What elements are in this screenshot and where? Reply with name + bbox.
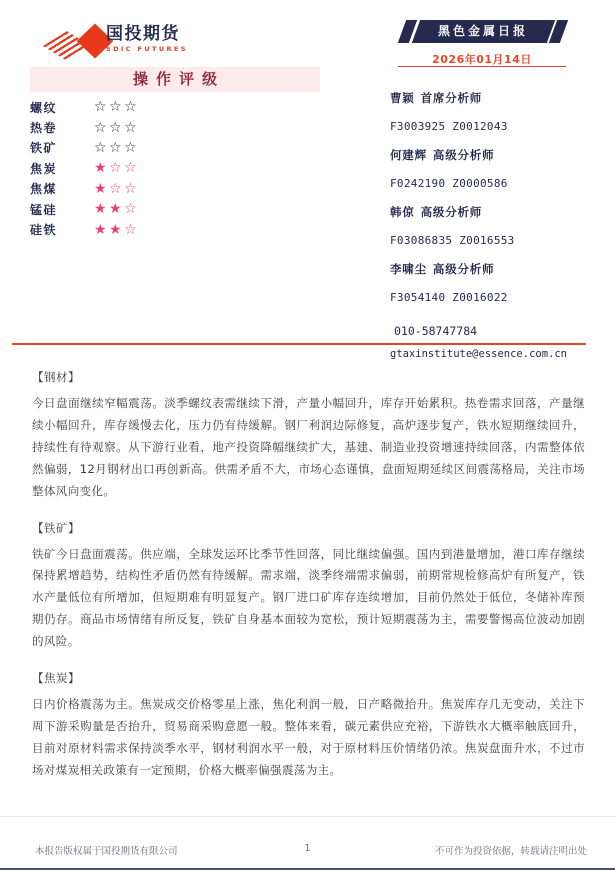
analyst-title: 高级分析师	[432, 262, 495, 276]
analyst-codes: F03086835 Z0016553	[390, 234, 515, 247]
section-header: 【焦炭】	[32, 671, 80, 686]
header-divider	[12, 343, 586, 345]
rating-label: 焦炭	[30, 161, 58, 176]
rating-stars: ☆☆☆	[94, 119, 140, 136]
date-underline	[398, 66, 566, 67]
analyst-title: 首席分析师	[420, 91, 483, 105]
analyst-codes: F3003925 Z0012043	[390, 120, 508, 133]
rating-row	[30, 179, 320, 199]
rating-stars: ★★☆	[94, 221, 140, 238]
page-number: 1	[304, 843, 311, 854]
analyst-name: 何建辉	[390, 148, 427, 162]
rating-label: 铁矿	[30, 141, 58, 156]
report-content	[32, 369, 585, 799]
section-body: 铁矿今日盘面震荡。供应端，全球发运环比季节性回落，同比继续偏强。国内到港量增加，港口库存继续保持累增趋势，结构性矛盾仍然有待缓解。需求端，淡季终端需求偏弱，前期常规检修高炉有所复产，铁水产量低位有所增加，但短期难有明显复产。钢厂进口矿库存连续增加，目前仍然处于低位，冬储补库预期仍存。商品市场情绪有所反复，铁矿自身基本面较为宽松，预计短期震荡为主，需要警惕高位波动加剧的风险。	[32, 546, 585, 649]
analyst-name: 曹颖	[390, 91, 415, 105]
rating-label: 硅铁	[30, 223, 58, 238]
ratings-title: 操作评级	[132, 70, 225, 88]
contact-email: gtaxinstitute@essence.com.cn	[390, 348, 568, 360]
analyst-name: 李啸尘	[390, 262, 427, 276]
section-coke	[32, 670, 585, 782]
section-body: 日内价格震荡为主。焦炭成交价格零星上涨，焦化利润一般，日产略微抬升。焦炭库存几无变动，关注下周下游采购量是否抬升，贸易商采购意愿一般。整体来看，碳元素供应充裕，下游铁水大概率触底回升，目前对原材料需求保持淡季水平，钢材利润水平一般，对于原材料压价情绪仍浓。焦炭盘面升水，不过市场对煤炭相关政策有一定预期，价格大概率偏强震荡为主。	[32, 697, 585, 777]
rating-row	[30, 97, 320, 117]
footer-disclaimer: 不可作为投资依据，转载请注明出处	[434, 846, 587, 857]
section-steel	[32, 369, 585, 503]
section-header: 【钢材】	[32, 370, 80, 384]
brand-logo	[24, 18, 254, 66]
analyst-title: 高级分析师	[432, 148, 495, 162]
ratings-list	[30, 97, 320, 240]
rating-stars: ★★☆	[94, 201, 140, 218]
contact-block	[390, 324, 605, 360]
analyst-name-line	[390, 261, 605, 277]
rating-stars: ★☆☆	[94, 180, 140, 197]
analyst-name: 韩倞	[390, 205, 415, 219]
section-body: 今日盘面继续窄幅震荡。淡季螺纹表需继续下滑，产量小幅回升，库存开始累积。热卷需求回落，产量继续小幅回升，库存缓慢去化，压力仍有待缓解。钢厂利润边际修复，高炉逐步复产，铁水短期继续回升，持续性有待观察。从下游行业看，地产投资降幅继续扩大，基建、制造业投资增速持续回落，内需整体依然偏弱，12月钢材出口再创新高。供需矛盾不大，市场心态谨慎，盘面短期延续区间震荡格局，关注市场整体风向变化。	[32, 396, 585, 498]
rating-row	[30, 117, 320, 137]
report-date: 2026年01月14日	[432, 53, 532, 66]
rating-label: 热卷	[30, 121, 58, 136]
rating-label: 锰硅	[30, 202, 58, 217]
rating-row	[30, 219, 320, 239]
section-header: 【铁矿】	[32, 520, 80, 535]
analyst-codes: F3054140 Z0016022	[390, 291, 508, 304]
analyst-title: 高级分析师	[420, 205, 483, 219]
rating-stars: ☆☆☆	[94, 99, 140, 116]
rating-stars: ★☆☆	[94, 160, 140, 177]
brand-name: 国投期货	[106, 24, 180, 44]
rating-row	[30, 158, 320, 178]
analyst-list	[390, 90, 605, 360]
footer-divider	[0, 816, 615, 817]
rating-row	[30, 138, 320, 158]
footer-copyright: 本报告版权属于国投期货有限公司	[35, 846, 178, 857]
analyst-name-line	[390, 90, 605, 106]
footer	[0, 843, 615, 859]
report-title-ribbon	[398, 20, 568, 43]
report-title: 黑色金属日报	[437, 24, 528, 38]
analyst-codes: F0242190 Z0000586	[390, 177, 508, 190]
analyst-name-line	[390, 147, 605, 163]
rating-stars: ☆☆☆	[94, 139, 140, 156]
section-iron-ore	[32, 520, 585, 654]
brand-subtitle: SDIC FUTURES	[106, 45, 188, 53]
brand-text	[106, 24, 188, 53]
ratings-banner	[30, 67, 320, 92]
analyst-name-line	[390, 204, 605, 220]
contact-phone: 010-58747784	[394, 324, 478, 338]
rating-label: 焦煤	[30, 182, 58, 197]
rating-label: 螺纹	[30, 100, 58, 115]
rating-row	[30, 199, 320, 219]
